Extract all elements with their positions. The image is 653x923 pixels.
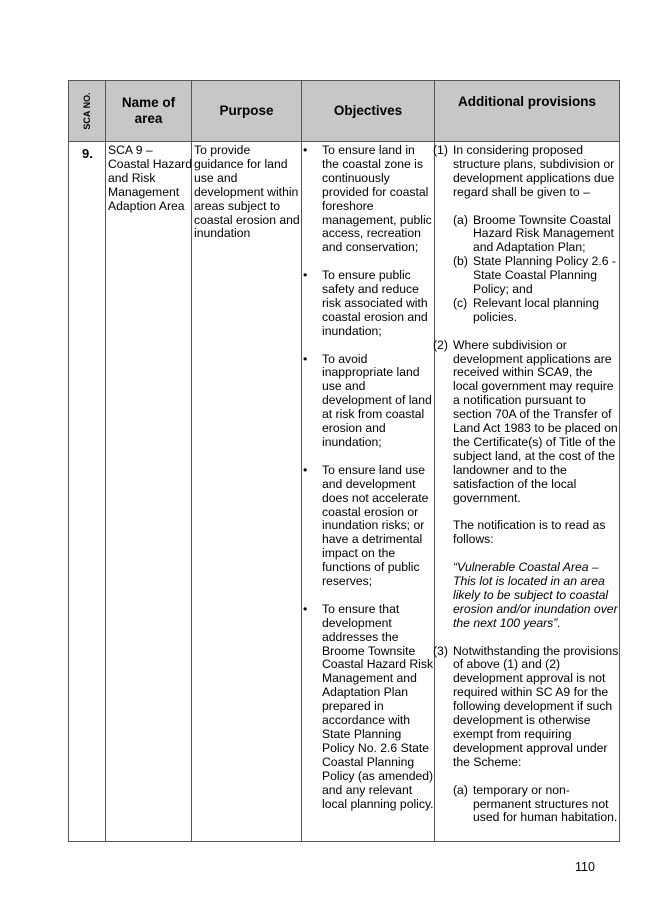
area-name-line: Adaption Area [108,198,185,213]
objective-line: risk associated with [322,295,428,310]
provision-3 [433,645,621,770]
objective-line: local planning policy. [322,796,434,811]
provision-1 [433,144,621,200]
provision-sub-item [433,214,621,256]
objective-line: continuously [322,170,390,185]
bullet-icon: • [303,268,308,283]
objective-line: have a detrimental [322,532,423,547]
objective-item [305,464,435,589]
objective-line: To ensure land in [322,143,415,157]
provision-line: The notification is to read as [453,518,606,533]
objective-line: access, recreation [322,226,421,241]
bullet-icon: • [303,462,308,477]
objective-line: inundation; [322,323,382,338]
purpose-line: guidance for land [194,156,288,171]
provision-line: State Coastal Planning [473,268,597,283]
objective-line: Coastal Hazard Risk [322,657,434,672]
provision-line: section 70A of the Transfer of [453,407,612,422]
objectives-list [305,144,435,825]
page-number: 110 [575,860,595,874]
objective-line: erosion and [322,421,386,436]
sub-item-label: (b) [453,254,468,269]
area-name-line: SCA 9 – [108,143,153,157]
purpose-line: development within [194,184,299,199]
sub-item-label: (a) [453,782,468,797]
provision-line: Policy; and [473,282,533,297]
header-purpose-label: Purpose [219,103,274,118]
objective-line: development of land [322,393,432,408]
provision-line: regard shall be given to – [453,184,590,199]
objective-line: To ensure land use [322,462,425,477]
objective-line: inundation risks; or [322,518,425,533]
provision-line: required within SC A9 for the [453,685,609,700]
objective-line: Policy (as amended) [322,768,434,783]
sub-item-label: (a) [453,212,468,227]
provision-line: Hazard Risk Management [473,226,614,241]
objective-line: To avoid [322,351,368,366]
provision-line: local government may require [453,379,614,394]
sub-item-label: (c) [453,295,468,310]
bullet-icon: • [303,143,308,157]
provision-line: subject land, at the cost of the [453,448,615,463]
spacer [433,200,621,214]
provision-line: temporary or non- [473,782,570,797]
provision-line: government. [453,490,521,505]
area-name-line: Management [108,184,180,199]
header-additional-provisions [435,81,619,141]
provision-line: follows: [453,532,494,547]
provision-line: Notwithstanding the provisions [453,643,619,658]
provision-line: satisfaction of the local [453,476,577,491]
objective-line: Management and [322,671,417,686]
header-additional-provisions-label: Additional provisions [457,94,596,109]
spacer [453,547,621,561]
objective-line: and conservation; [322,240,419,255]
header-purpose [192,81,301,141]
header-name-of-area [106,81,191,141]
notification-quote-line: “Vulnerable Coastal Area – [453,560,599,575]
spacer [433,631,621,645]
objective-line: functions of public [322,560,420,575]
objective-line: safety and reduce [322,282,419,297]
objective-line: State Planning [322,727,402,741]
notification-quote-line: the next 100 years”. [453,615,561,630]
provision-line: structure plans, subdivision or [453,156,615,171]
provision-line: the Scheme: [453,754,522,769]
objective-item [305,144,435,255]
provision-2 [433,339,621,631]
provision-line: permanent structures not [473,796,609,811]
provision-number: (1) [433,143,448,157]
header-name-of-area-label: Name of area [121,95,176,126]
objective-line: and development [322,476,416,491]
purpose-line: use and [194,170,238,185]
spacer [433,770,621,784]
provision-line: Where subdivision or [453,337,567,352]
objective-line: at risk from coastal [322,407,425,422]
objective-line: use and [322,379,366,394]
objective-item [305,353,435,450]
area-name-line: Coastal Hazard [108,156,192,171]
provision-line: following development if such [453,699,613,714]
header-objectives [302,81,434,141]
provision-line: development applications are [453,351,612,366]
objective-line: foreshore [322,198,374,213]
provision-number: (3) [433,643,448,658]
area-name [108,144,192,214]
provision-line: exempt from requiring [453,726,572,741]
objective-line: accordance with [322,713,411,728]
provision-sub-item [433,784,621,826]
objective-line: prepared in [322,699,384,714]
bullet-icon: • [303,601,308,616]
objective-line: reserves; [322,574,373,589]
objective-line: Coastal Planning [322,754,415,769]
objective-line: does not accelerate [322,490,429,505]
header-sca-no [69,81,105,141]
provision-line: a notification pursuant to [453,393,586,408]
objective-line: coastal erosion and [322,309,428,324]
header-sca-no-label: SCA NO. [82,92,92,130]
objective-line: Adaptation Plan [322,685,409,700]
column-divider [105,81,106,841]
objective-line: coastal erosion or [322,504,419,519]
provision-line: development approval under [453,740,608,755]
objective-line: To ensure that [322,601,400,616]
objective-item [305,269,435,339]
provision-line: policies. [473,309,518,324]
objective-line: provided for coastal [322,184,429,199]
area-name-line: and Risk [108,170,156,185]
spacer [433,325,621,339]
notification-quote-line: erosion and/or inundation over [453,601,618,616]
provision-line: landowner and to the [453,462,567,477]
provision-line: development applications due [453,170,615,185]
objective-item [305,603,435,812]
additional-provisions [433,144,621,825]
bullet-icon: • [303,351,308,366]
objective-line: impact on the [322,546,396,561]
row-number: 9. [82,146,93,161]
objective-line: Policy No. 2.6 State [322,740,430,755]
provision-line: and Adaptation Plan; [473,240,586,255]
objective-line: inundation; [322,435,382,449]
provision-line: Broome Townsite Coastal [473,212,611,227]
provision-line: In considering proposed [453,143,584,157]
sca-table [68,80,620,842]
provision-line: received within SCA9, the [453,365,593,380]
purpose-line: coastal erosion and [194,212,300,227]
objective-line: To ensure public [322,268,411,283]
provision-line: development is otherwise [453,713,591,728]
header-objectives-label: Objectives [333,103,403,118]
spacer [453,506,621,520]
objective-line: inappropriate land [322,365,420,380]
provision-line: Land Act 1983 to be placed on [453,421,618,436]
provision-line: State Planning Policy 2.6 - [473,254,616,269]
provision-line: used for human habitation. [473,810,618,825]
objective-line: the coastal zone is [322,156,423,171]
notification-quote-line: likely to be subject to coastal [453,587,609,602]
objective-line: development [322,615,392,630]
provision-sub-item [433,297,621,325]
provision-line: development approval is not [453,671,606,686]
purpose-line: To provide [194,143,251,157]
provision-sub-item [433,255,621,297]
objective-line: Broome Townsite [322,643,416,658]
objective-line: and any relevant [322,782,413,797]
provision-line: the Certificate(s) of Title of the [453,435,616,449]
provision-line: Relevant local planning [473,295,600,310]
purpose-text [194,144,302,241]
purpose-line: areas subject to [194,198,281,213]
provision-number: (2) [433,337,448,352]
objective-line: addresses the [322,629,399,644]
purpose-line: inundation [194,226,251,241]
provision-line: of above (1) and (2) [453,657,561,672]
notification-quote-line: This lot is located in an area [453,574,605,589]
objective-line: management, public [322,212,432,227]
